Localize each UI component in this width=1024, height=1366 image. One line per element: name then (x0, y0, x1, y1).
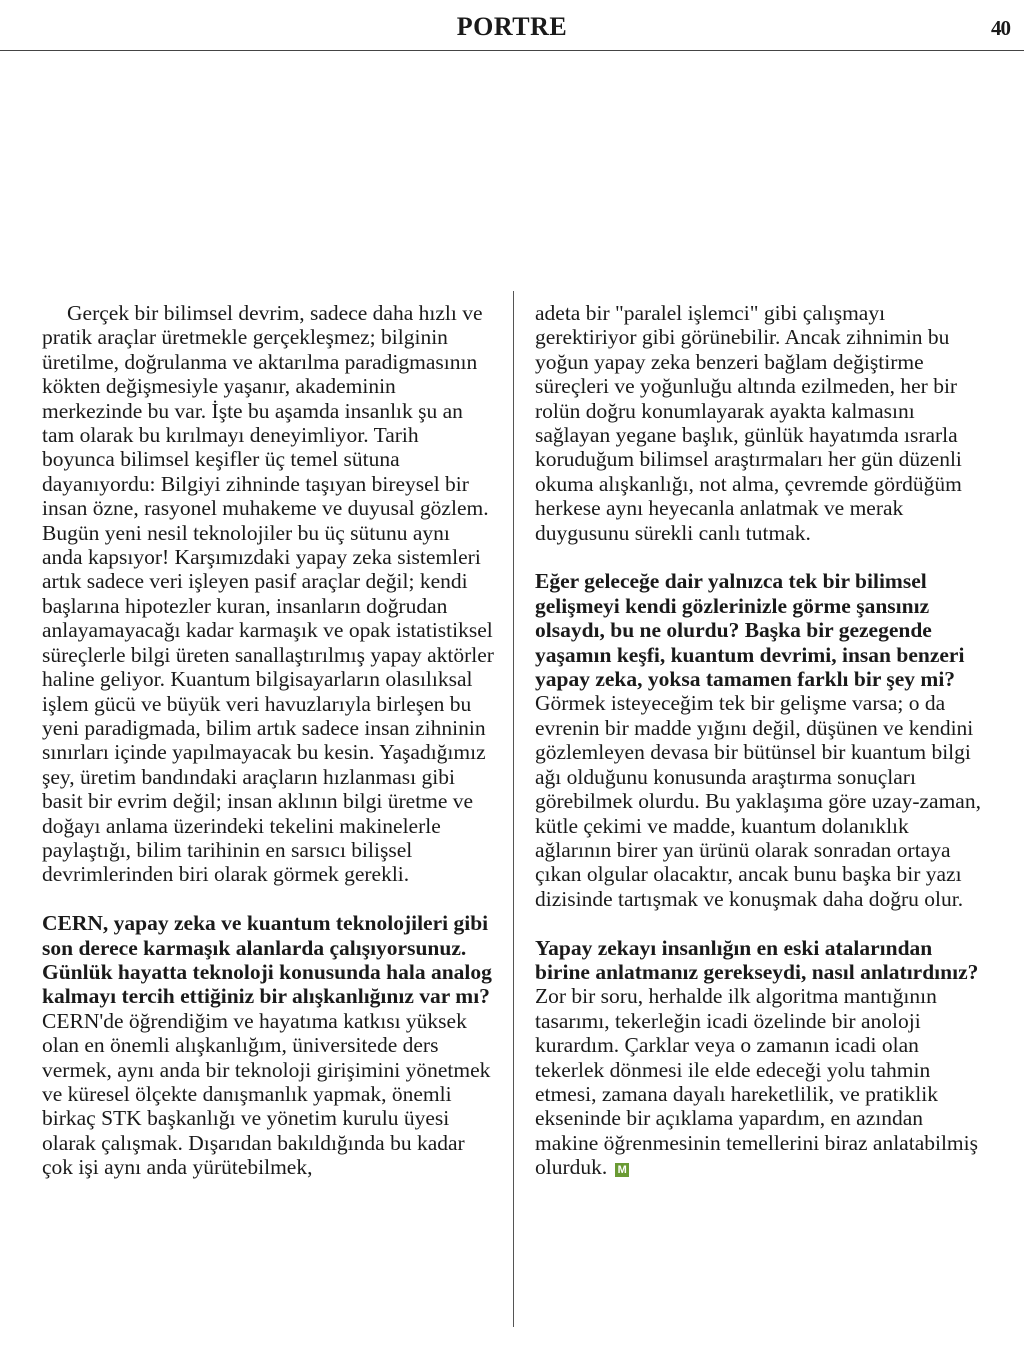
page-number: 40 (991, 16, 1010, 40)
answer-3 (535, 984, 985, 1179)
left-column (42, 301, 494, 1180)
question-1: CERN, yapay zeka ve kuantum teknolojileri gibi son derece karmaşık alanlarda çalışıyorsunuz. Günlük hayatta teknoloji konusunda hala analog kalmayı tercih ettiğiniz bir alışkanlığınız var mı? (42, 911, 492, 1009)
right-column (535, 301, 985, 1180)
answer-2: Görmek isteyeceğim tek bir gelişme varsa; o da evrenin bir madde yığını değil, düşünen ve kendini gözlemleyen devasa bir bütünsel bir kuantum bilgi ağı olduğunu konusunda araştırma sonuçları görebilmek olurdu. Bu yaklaşıma göre uzay-zaman, kütle çekimi ve madde, kuantum dolanıklık ağlarının birer yan ürünü olarak sonradan ortaya çıkan olgular olacaktır, ancak bunu başka bir yazı dizisinde tartışmak ve konuşmak daha doğru olur. (535, 691, 981, 911)
section-title: PORTRE (456, 12, 568, 41)
column-divider (513, 291, 514, 1327)
question-3: Yapay zekayı insanlığın en eski atalarından birine anlatmanız gerekseydi, nasıl anlatırdınız? (535, 935, 979, 984)
question-2: Eğer geleceğe dair yalnızca tek bir bilimsel gelişmeyi kendi gözlerinizle görme şansınız olsaydı, bu ne olurdu? Başka bir gezegende yaşamın keşfi, kuantum devrimi, insan benzeri yapay zeka, yoksa tamamen farklı bir şey mi? (535, 569, 965, 692)
answer-1-part-1: CERN'de öğrendiğim ve hayatıma katkısı yüksek olan en önemli alışkanlığım, üniversitede ders vermek, aynı anda bir teknoloji girişimini yönetmek ve küresel ölçekte danışmanlık yapmak, önemli birkaç STK başkanlığı ve yönetim kurulu üyesi olarak çalışmak. Dışarıdan bakıldığında bu kadar çok işi aynı anda yürütebilmek, (42, 1008, 491, 1180)
answer-3-text: Zor bir soru, herhalde ilk algoritma mantığının tasarımı, tekerleğin icadi özelinde bir anoloji kurardım. Çarklar veya o zamanın icadi olan tekerlek dönmesi ile elde edeceği yolu tahmin etmesi, zamana dayalı hareketlilik, ve pratiklik ekseninde bir açıklama yapardım, en azından makine öğrenmesinin temellerini biraz anlatabilmiş olurduk. (535, 984, 978, 1180)
intro-paragraph: Gerçek bir bilimsel devrim, sadece daha hızlı ve pratik araçlar üretmekle gerçekleşmez; bilginin üretilme, doğrulanma ve aktarılma paradigmasının kökten değişmesiyle yaşanır, akademinin merkezinde bu var. İşte bu aşamda insanlık şu an tam olarak bu kırılmayı deneyimliyor. Tarih boyunca bilimsel keşifler üç temel sütuna dayanıyordu: Bilgiyi zihninde taşıyan bireysel bir insan özne, rasyonel muhakeme ve duyusal gözlem. Bugün yeni nesil teknolojiler bu üç sütunu aynı anda kapsıyor! Karşımızdaki yapay zeka sistemleri artık sadece veri işleyen pasif araçlar değil; kendi başlarına hipotezler kuran, insanların doğrudan anlayamayacağı kadar karmaşık ve opak istatistiksel süreçlerle bilgi üreten sanallaştırılmış yapay aktörler haline geliyor. Kuantum bilgisayarların olasılıksal işlem gücü ve büyük veri havuzlarıyla birleşen bu yeni paradigmada, bilim artık sadece insan zihninin sınırları içinde yapılmayacak bu kesin. Yaşadığımız şey, üretim bandındaki araçların hızlanması gibi basit bir evrim değil; insan aklının bilgi üretme ve doğayı anlama üzerindeki tekelini makinelerle paylaştığı, bilim tarihinin en sarsıcı bilişsel devrimlerinden biri olarak görmek gerekli. (42, 301, 494, 887)
end-mark-icon: M (615, 1163, 629, 1177)
page-header (0, 0, 1024, 51)
answer-1-part-2: adeta bir "paralel işlemci" gibi çalışmayı gerektiriyor gibi görünebilir. Ancak zihnimin bu yoğun yapay zeka benzeri bağlam değiştirme süreçleri ve yoğunluğu altında ezilmeden, her bir rolün doğru konumlayarak ayakta kalmasını sağlayan yegane başlık, günlük hayatımda ısrarla koruduğum bilimsel araştırmaları her gün düzenli okuma alışkanlığı, not alma, çevremde gördüğüm herkese aynı heyecanla anlatmak ve merak duygusunu sürekli canlı tutmak. (535, 301, 962, 545)
